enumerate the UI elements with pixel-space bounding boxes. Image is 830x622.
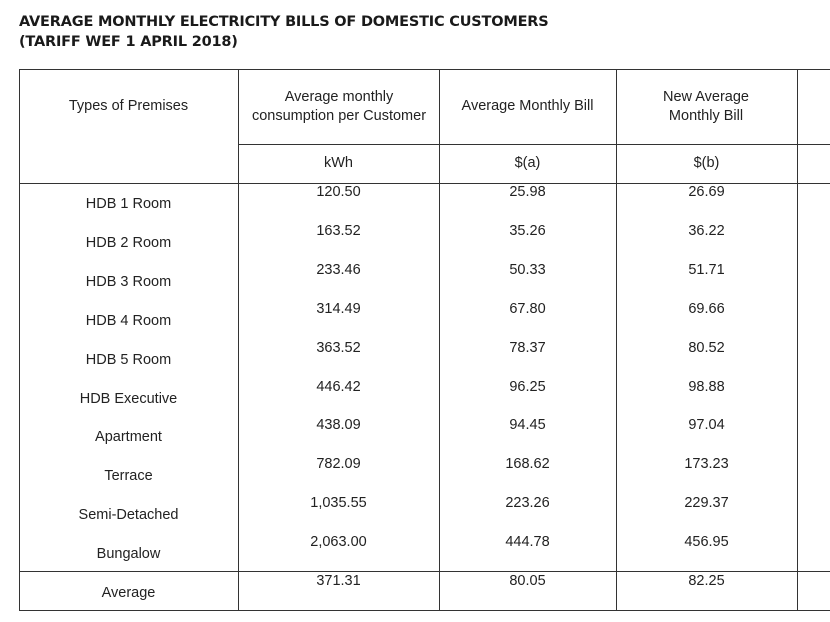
cell-bill: 35.26 <box>509 222 546 239</box>
table-bottom-border <box>19 610 830 611</box>
page-title <box>19 12 549 52</box>
header-consumption <box>244 69 434 144</box>
header-new-bill-label: New Average Monthly Bill <box>663 88 749 124</box>
cell-premises: Apartment <box>95 429 162 446</box>
title-line-2: (TARIFF WEF 1 APRIL 2018) <box>19 34 238 50</box>
cell-bill: 96.25 <box>509 378 546 395</box>
cell-consumption: 446.42 <box>316 378 361 395</box>
unit-bill: $(a) <box>514 155 541 171</box>
header-premises-label: Types of Premises <box>68 98 189 114</box>
header-divider <box>238 144 830 145</box>
cell-consumption: 120.50 <box>316 184 361 200</box>
cell-premises: HDB 4 Room <box>85 312 172 329</box>
cell-bill: 25.98 <box>509 184 546 200</box>
cell-bill: 50.33 <box>509 261 546 278</box>
cell-new-bill: 80.52 <box>688 339 725 356</box>
cell-premises: Bungalow <box>96 546 161 563</box>
cell-consumption: 363.52 <box>316 339 361 356</box>
cell-bill: 94.45 <box>509 417 546 434</box>
header-bill <box>439 69 616 144</box>
average-cell-new-bill: 82.25 <box>688 573 725 589</box>
bills-table <box>19 69 830 611</box>
cell-premises: HDB 2 Room <box>85 234 172 251</box>
cell-new-bill: 98.88 <box>688 378 725 395</box>
average-cell-consumption: 371.31 <box>316 573 361 589</box>
cell-premises: Terrace <box>104 468 153 485</box>
cell-consumption: 1,035.55 <box>310 495 367 512</box>
cell-consumption: 2,063.00 <box>310 534 367 551</box>
cell-premises: HDB 3 Room <box>85 273 172 290</box>
header-new-bill <box>646 69 766 144</box>
header-premises <box>19 69 238 144</box>
average-cell-bill: 80.05 <box>509 573 546 589</box>
unit-consumption: kWh <box>324 155 353 171</box>
header-consumption-label: Average monthly consumption per Customer <box>251 88 427 124</box>
header-bill-label: Average Monthly Bill <box>461 98 594 114</box>
average-cell-premises: Average <box>101 585 156 601</box>
cell-new-bill: 229.37 <box>684 495 729 512</box>
cell-bill: 444.78 <box>505 534 550 551</box>
cell-premises: HDB 5 Room <box>85 351 172 368</box>
cell-new-bill: 456.95 <box>684 534 729 551</box>
table-left-border <box>19 69 20 611</box>
title-line-1: AVERAGE MONTHLY ELECTRICITY BILLS OF DOMESTIC CUSTOMERS <box>19 14 549 30</box>
cell-new-bill: 97.04 <box>688 417 725 434</box>
cell-premises: HDB Executive <box>79 390 178 407</box>
cell-new-bill: 173.23 <box>684 456 729 473</box>
cell-premises: Semi-Detached <box>78 507 179 524</box>
cell-new-bill: 26.69 <box>688 184 725 200</box>
cell-consumption: 438.09 <box>316 417 361 434</box>
cell-bill: 78.37 <box>509 339 546 356</box>
cell-new-bill: 51.71 <box>688 261 725 278</box>
cell-consumption: 782.09 <box>316 456 361 473</box>
cell-premises: HDB 1 Room <box>85 196 172 212</box>
cell-consumption: 314.49 <box>316 300 361 317</box>
cell-new-bill: 36.22 <box>688 222 725 239</box>
cell-consumption: 163.52 <box>316 222 361 239</box>
cell-new-bill: 69.66 <box>688 300 725 317</box>
column-divider-4 <box>797 69 798 611</box>
unit-new-bill: $(b) <box>693 155 720 171</box>
cell-bill: 168.62 <box>505 456 550 473</box>
cell-bill: 67.80 <box>509 300 546 317</box>
cell-consumption: 233.46 <box>316 261 361 278</box>
cell-bill: 223.26 <box>505 495 550 512</box>
